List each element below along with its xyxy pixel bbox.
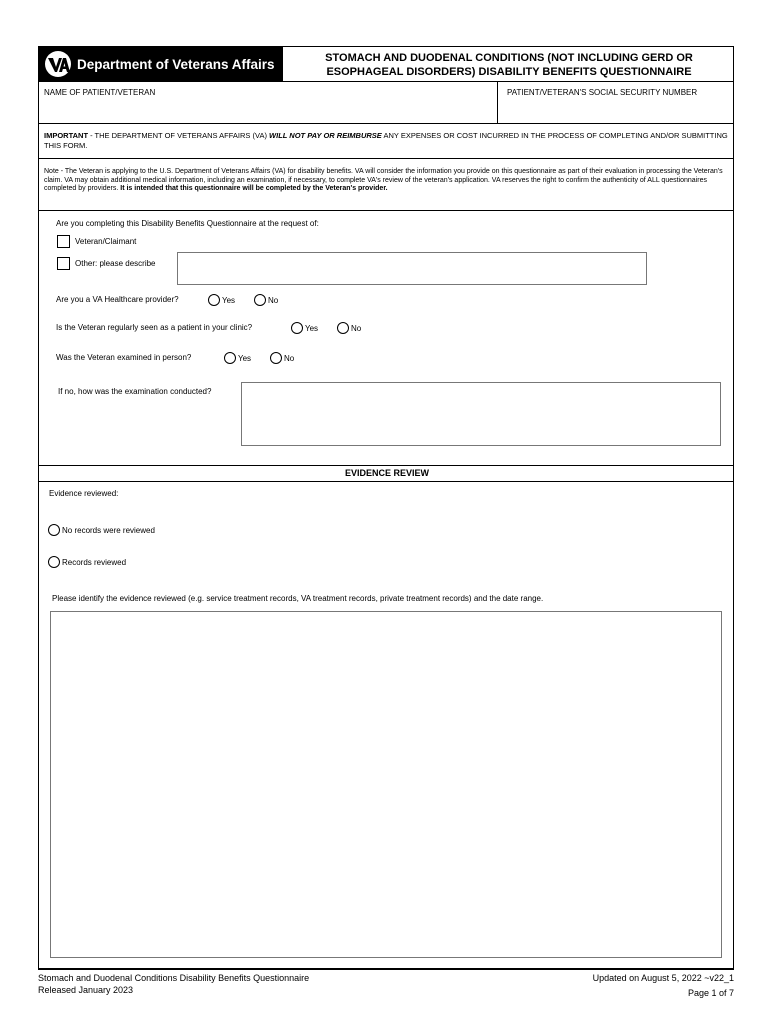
ssn-label: PATIENT/VETERAN'S SOCIAL SECURITY NUMBER <box>507 88 698 97</box>
footer-form-name: Stomach and Duodenal Conditions Disability Benefits Questionnaire <box>38 973 310 983</box>
if-no-question: If no, how was the examination conducted? <box>58 387 212 396</box>
other-label: Other: please describe <box>75 259 156 268</box>
agency-name: Department of Veterans Affairs <box>77 57 275 72</box>
regular-patient-no-radio[interactable] <box>337 322 349 334</box>
va-logo-banner <box>39 47 283 81</box>
important-notice <box>44 131 730 150</box>
evidence-reviewed-label: Evidence reviewed: <box>49 489 119 498</box>
patient-name-label: NAME OF PATIENT/VETERAN <box>44 88 156 97</box>
va-provider-no-radio[interactable] <box>254 294 266 306</box>
footer-page-number: Page 1 of 7 <box>687 988 734 998</box>
examined-yes-label: Yes <box>238 354 252 363</box>
va-provider-no-label: No <box>268 296 279 305</box>
note-text <box>44 168 730 194</box>
form-title-line2: ESOPHAGEAL DISORDERS) DISABILITY BENEFITS QUESTIONNAIRE <box>326 66 692 78</box>
identify-evidence-prompt: Please identify the evidence reviewed (e.g. service treatment records, VA treatment records, private treatment records) and the date range. <box>52 594 544 603</box>
divider <box>39 81 733 82</box>
evidence-section-title: EVIDENCE REVIEW <box>344 468 429 478</box>
ssn-field[interactable] <box>501 97 731 123</box>
records-reviewed-radio[interactable] <box>48 556 60 568</box>
divider <box>39 123 733 124</box>
form-title-line1: STOMACH AND DUODENAL CONDITIONS (NOT INCLUDING GERD OR <box>325 52 693 64</box>
regular-patient-yes-radio[interactable] <box>291 322 303 334</box>
questionnaire-form <box>38 46 734 970</box>
other-checkbox[interactable] <box>57 257 70 270</box>
divider <box>497 81 498 123</box>
note-bold: It is intended that this questionnaire will be completed by the Veteran's provider. <box>120 185 388 192</box>
important-text1: - THE DEPARTMENT OF VETERANS AFFAIRS (VA) <box>88 131 270 140</box>
regular-patient-yes-label: Yes <box>305 324 319 333</box>
va-provider-yes-label: Yes <box>222 296 236 305</box>
divider <box>39 158 733 159</box>
important-emphasis: WILL NOT PAY OR REIMBURSE <box>269 131 382 140</box>
divider <box>39 481 733 482</box>
divider <box>39 465 733 466</box>
evidence-description-input[interactable] <box>50 611 722 958</box>
exam-method-input[interactable] <box>241 382 721 446</box>
footer-updated: Updated on August 5, 2022 ~v22_1 <box>592 973 734 983</box>
request-question: Are you completing this Disability Benefits Questionnaire at the request of: <box>56 219 319 228</box>
examined-question: Was the Veteran examined in person? <box>56 353 192 362</box>
examined-yes-radio[interactable] <box>224 352 236 364</box>
note-body: Note - The Veteran is applying to the U.S. Department of Veterans Affairs (VA) for disability benefits. VA will consider the information you provide on this questionnaire as part of their evaluation in processing the Veteran's claim. VA may obtain additional medical information, including an examination, if necessary, to complete VA's review of the veteran's application. VA reserves the right to confirm the authenticity of ALL questionnaires completed by providers. <box>44 168 723 192</box>
va-logo-icon <box>43 50 73 78</box>
regular-patient-no-label: No <box>351 324 362 333</box>
regular-patient-question: Is the Veteran regularly seen as a patient in your clinic? <box>56 323 253 332</box>
divider <box>39 210 733 211</box>
no-records-radio[interactable] <box>48 524 60 536</box>
va-provider-yes-radio[interactable] <box>208 294 220 306</box>
footer-released: Released January 2023 <box>38 985 134 995</box>
examined-no-radio[interactable] <box>270 352 282 364</box>
other-description-input[interactable] <box>177 252 647 285</box>
examined-no-label: No <box>284 354 295 363</box>
patient-name-field[interactable] <box>41 97 493 123</box>
va-provider-question: Are you a VA Healthcare provider? <box>56 295 179 304</box>
important-prefix: IMPORTANT <box>44 131 89 140</box>
records-reviewed-label: Records reviewed <box>62 558 127 567</box>
no-records-label: No records were reviewed <box>62 526 155 535</box>
important-text2: ANY EXPENSES OR COST INCURRED IN THE PROCESS OF COMPLETING AND/OR SUBMITTING THIS FORM. <box>44 131 728 150</box>
veteran-claimant-checkbox[interactable] <box>57 235 70 248</box>
form-title <box>289 51 729 79</box>
veteran-claimant-label: Veteran/Claimant <box>75 237 137 246</box>
